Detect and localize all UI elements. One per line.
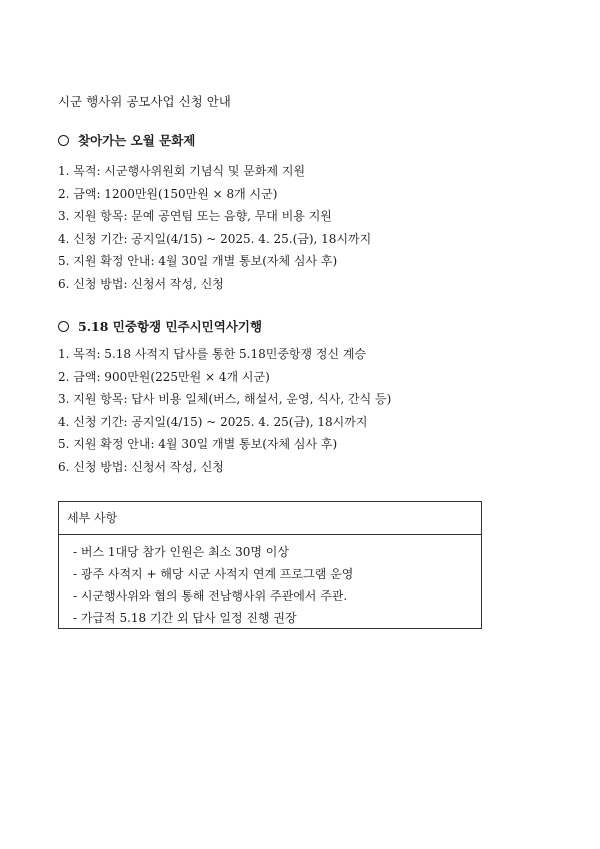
section-title-festival [58, 131, 195, 149]
circle-bullet-icon [58, 321, 69, 332]
list-item: 3. 지원 항목: 답사 비용 일체(버스, 해설서, 운영, 식사, 간식 등) [58, 392, 392, 407]
list-item: 4. 신청 기간: 공지일(4/15) ~ 2025. 4. 25.(금), 18시까지 [58, 231, 372, 246]
section-title-history-tour [58, 317, 262, 335]
document-title: 시군 행사위 공모사업 신청 안내 [58, 94, 231, 109]
details-box [58, 501, 482, 629]
list-item: 6. 신청 방법: 신청서 작성, 신청 [58, 459, 224, 474]
list-item: - 가급적 5.18 기간 외 답사 일정 진행 권장 [73, 611, 297, 625]
details-list [59, 535, 481, 629]
section-title-text: 찾아가는 오월 문화제 [78, 133, 196, 148]
list-item: 2. 금액: 900만원(225만원 × 4개 시군) [58, 369, 270, 384]
section-list-festival [58, 160, 371, 296]
section-title-text: 5.18 민중항쟁 민주시민역사기행 [78, 319, 263, 334]
list-item: 6. 신청 방법: 신청서 작성, 신청 [58, 276, 224, 291]
list-item: 4. 신청 기간: 공지일(4/15) ~ 2025. 4. 25(금), 18시까지 [58, 414, 368, 429]
list-item: 5. 지원 확정 안내: 4월 30일 개별 통보(자체 심사 후) [58, 437, 338, 452]
details-header: 세부 사항 [59, 502, 481, 535]
list-item: - 광주 사적지 + 해당 시군 사적지 연계 프로그램 운영 [73, 567, 354, 581]
list-item: - 시군행사위와 협의 통해 전남행사위 주관에서 주관. [73, 589, 348, 603]
list-item: 2. 금액: 1200만원(150만원 × 8개 시군) [58, 186, 278, 201]
list-item: 1. 목적: 5.18 사적지 답사를 통한 5.18민중항쟁 정신 계승 [58, 347, 367, 361]
list-item: - 버스 1대당 참가 인원은 최소 30명 이상 [73, 545, 289, 559]
list-item: 1. 목적: 시군행사위원회 기념식 및 문화제 지원 [58, 164, 306, 178]
list-item: 3. 지원 항목: 문예 공연팀 또는 음향, 무대 비용 지원 [58, 209, 332, 224]
section-list-history-tour [58, 343, 391, 479]
list-item: 5. 지원 확정 안내: 4월 30일 개별 통보(자체 심사 후) [58, 254, 338, 269]
circle-bullet-icon [58, 135, 69, 146]
